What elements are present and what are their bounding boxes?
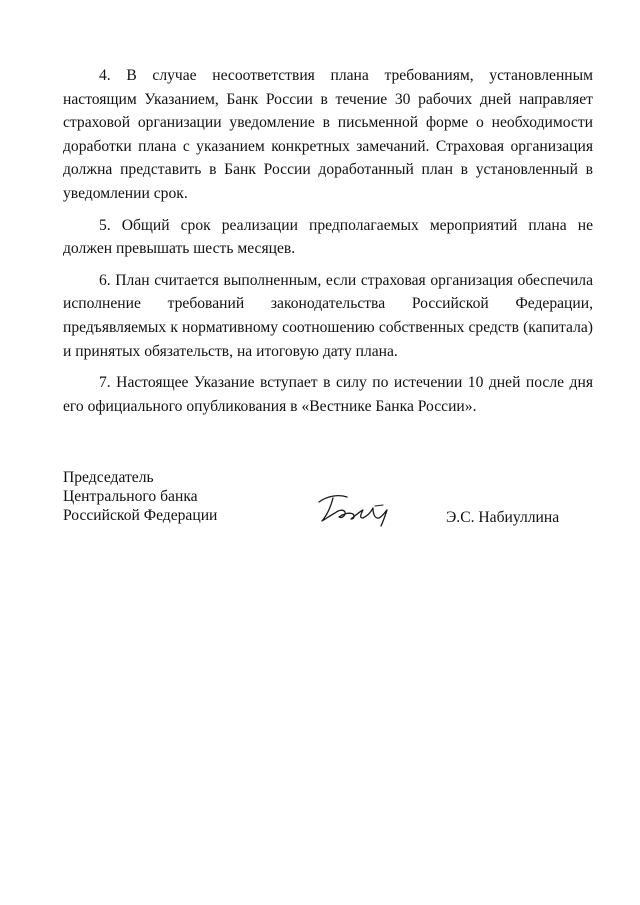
paragraph-7: 7. Настоящее Указание вступает в силу по истечении 10 дней после дня его официального опубликования в «Вестнике Банка России». xyxy=(63,374,593,415)
signatory-title-line-3: Российской Федерации xyxy=(63,507,218,524)
signature-block xyxy=(63,468,593,538)
paragraph-4: 4. В случае несоответствия плана требованиям, установленным настоящим Указанием, Банк России в течение 30 рабочих дней направляет страховой организации уведомление в письменной форме о необходимости доработки плана с указанием конкретных замечаний. Страховая организация должна представить в Банк России доработанный план в установленный в уведомлении срок. xyxy=(63,67,593,202)
paragraph-5: 5. Общий срок реализации предполагаемых мероприятий плана не должен превышать шесть месяцев. xyxy=(63,216,593,258)
signatory-title-line-1: Председатель xyxy=(63,469,154,486)
handwritten-signature xyxy=(313,488,403,528)
document-body xyxy=(63,64,593,418)
signatory-name: Э.С. Набиуллина xyxy=(446,509,560,526)
signatory-title-line-2: Центрального банка xyxy=(63,488,198,505)
signatory-title xyxy=(63,468,283,525)
paragraph-6: 6. План считается выполненным, если страховая организация обеспечила исполнение требований законодательства Российской Федерации, предъявляемых к нормативному соотношению собственных средств (капитала) и принятых обязательств, на итоговую дату плана. xyxy=(63,271,593,360)
